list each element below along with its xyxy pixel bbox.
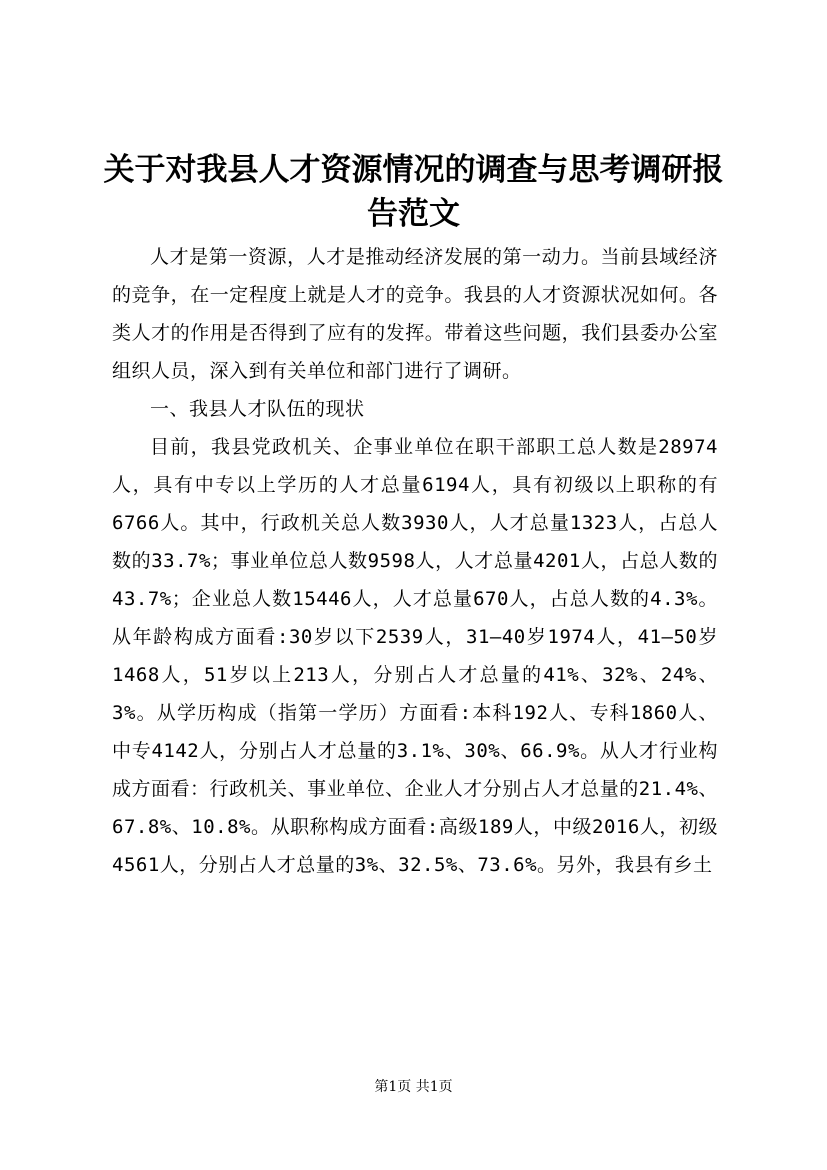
document-title: 关于对我县人才资源情况的调查与思考调研报告范文 [103, 152, 724, 232]
section-heading: 一、我县人才队伍的现状 [150, 398, 365, 420]
page-footer: 第1页 共1页 [374, 1079, 453, 1095]
paragraph-intro: 人才是第一资源，人才是推动经济发展的第一动力。当前县域经济的竞争，在一定程度上就是人才的竞争。我县的人才资源状况如何。各类人才的作用是否得到了应有的发挥。带着这些问题，我们县委办公室组织人员，深入到有关单位和部门进行了调研。 [112, 246, 718, 382]
paragraph-status: 目前，我县党政机关、企事业单位在职干部职工总人数是28974人，具有中专以上学历的人才总量6194人，具有初级以上职称的有6766人。其中，行政机关总人数3930人，人才总量1323人，占总人数的33.7%；事业单位总人数9598人，人才总量4201人，占总人数的43.7%；企业总人数15446人，人才总量670人，占总人数的4.3%。从年龄构成方面看:30岁以下2539人，31—40岁1974人，41—50岁1468人，51岁以上213人，分别占人才总量的41%、32%、24%、3%。从学历构成（指第一学历）方面看:本科192人、专科1860人、中专4142人，分别占人才总量的3.1%、30%、66.9%。从人才行业构成方面看：行政机关、事业单位、企业人才分别占人才总量的21.4%、67.8%、10.8%。从职称构成方面看:高级189人，中级2016人，初级4561人，分别占人才总量的3%、32.5%、73.6%。另外，我县有乡土 [112, 436, 718, 876]
document-body [112, 238, 718, 884]
